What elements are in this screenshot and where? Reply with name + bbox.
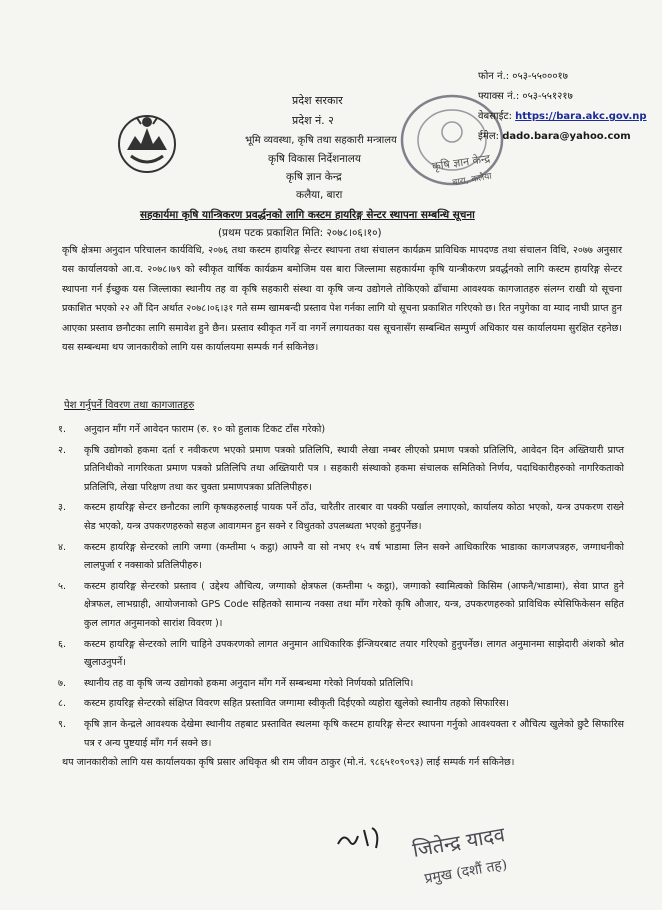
list-item: ३. कस्टम हायरिङ्ग सेन्टर छनौटका लागि कृषकहरुलाई पायक पर्ने ठाँउ, चारैतीर तारबार वा पक्की पर्खाल लगाएको, कार्यालय कोठा भएको, यन्त्र उपकरण राख्ने सेड भएको, यन्त्र उपकरणहरुको सहज आवागमन हुन सक्ने र विधुतको उपलब्धता भएको हुनुपर्नेछ। [58, 502, 624, 532]
closing-paragraph [62, 752, 622, 774]
email-value[interactable]: dado.bara@yahoo.com [502, 131, 631, 142]
notice-paragraph [62, 241, 622, 357]
header-directorate: कृषि विकास निर्देशनालय [268, 153, 361, 165]
signatory-designation: प्रमुख (दशौं तह) [423, 856, 509, 888]
nepal-emblem-logo [115, 110, 179, 176]
contact-phone: फोन नं.: ०५३-५५०००१७ [478, 71, 568, 82]
contact-fax: फ्याक्स नं.: ०५३-५५१२१७ [478, 91, 573, 102]
stamp-ring-text: कृषि ज्ञान केन्द्र [431, 152, 491, 173]
contact-website-row [478, 110, 647, 124]
website-link[interactable]: https://bara.akc.gov.np [515, 111, 647, 122]
email-label: ईमेल: [478, 131, 500, 142]
list-item: ७. स्थानीय तह वा कृषि जन्य उद्योगको हकमा अनुदान माँग गर्ने सम्बन्धमा गरेको निर्णयको प्रतिलिपि। [58, 677, 414, 689]
list-heading: पेश गर्नुपर्ने विवरण तथा कागजातहरु [64, 400, 195, 411]
list-item: ५. कस्टम हायरिङ्ग सेन्टरको प्रस्ताव ( उद्देश्य औचित्य, जग्गाको क्षेत्रफल (कम्तीमा ५ कट्ठा), जग्गाको स्वामित्वको किसिम (आफनै/भाडामा), सेवा प्राप्त हुने क्षेत्रफल, लाभग्राही, आयोजनाको GPS Code सहितको सामान्य नक्सा तथा माँग गरेको कृषि औजार, यन्त्र, उपकरणहरुको प्राविधिक स्पेसिफिकेसन सहित कुल लागत अनुमानको सारांश विवरण )। [58, 580, 624, 629]
signature-scribble [336, 822, 386, 852]
list-item: २. कृषि उद्योगको हकमा दर्ता र नवीकरण भएको प्रमाण पत्रको प्रतिलिपि, स्थायी लेखा नम्बर लीएको प्रमाण पत्रको प्रतिलिपि, आवेदन दिन अख्तियारी प्राप्त प्रतिनिधीको नागरिकता प्रमाण पत्रको प्रतिलिपि तथा अख्तियारी पत्र । सहकारी संस्थाको हकमा संचालक समितिको निर्णय, पदाधिकारीहरुको नागरिकताको प्रतिलिपि, लेखा परिक्षण तथा कर चुक्ता प्रमाणपत्रका प्रतिलिपीहरु। [58, 444, 624, 493]
header-province-government: प्रदेश सरकार [292, 94, 343, 107]
list-item: ९. कृषि ज्ञान केन्द्रले आवश्यक देखेमा स्थानीय तहबाट प्रस्तावित स्थलमा कृषि कस्टम हायरिङ्ग सेन्टर स्थापना गर्नुको आवश्यक्ता र औचित्य खुलेको छुटै सिफारिस पत्र र अन्य पुष्टयाई माँग गर्न सक्ने छ। [58, 718, 624, 749]
closing-paragraph-text: थप जानकारीको लागि यस कार्यालयका कृषि प्रसार अधिकृत श्री राम जीवन ठाकुर (मो.नं. ९८६५१०९०९३) लाई सम्पर्क गर्न सकिनेछ। [62, 757, 515, 768]
header-office: कृषि ज्ञान केन्द्र [286, 171, 342, 183]
contact-email-row [478, 130, 631, 144]
header-location: कलैया, बारा [296, 189, 343, 201]
list-item: १. अनुदान माँग गर्ने आवेदन फाराम (रु. १० को हुलाक टिकट टाँस गरेको) [58, 424, 326, 435]
notice-title: सहकार्यमा कृषि यान्त्रिकरण प्रवर्द्धनको लागि कस्टम हायरिङ्ग सेन्टर स्थापना सम्बन्धि सूचना [140, 209, 475, 221]
header-ministry: भूमि व्यवस्था, कृषि तथा सहकारी मन्त्रालय [245, 135, 397, 146]
header-province-number: प्रदेश नं. २ [292, 114, 334, 127]
document-list [58, 421, 624, 753]
notice-paragraph-text: कृषि क्षेत्रमा अनुदान परिचालन कार्यविधि, २०७६ तथा कस्टम हायरिङ्ग सेन्टर स्थापना तथा संचालन कार्यक्रम प्राविधिक मापदण्ड तथा संचालन विधि, २०७७ अनुसार यस कार्यालयको आ.व. २०७८।७९ को स्वीकृत वार्षिक कार्यक्रम बमोजिम यस बारा जिल्लामा सहकार्यमा कृषि यान्त्रीकरण प्रवर्द्धनको लागि कस्टम हायरिङ्ग सेन्टर स्थापना गर्न ईच्छुक यस जिल्लाका स्थानीय तह वा कृषि सहकारी संस्था वा कृषि जन्य उद्योगले तोकिएको ढाँचामा आवश्यक कागजातहरु संलग्न राखी यो सूचना प्रकाशित भएको २२ औं दिन अर्थात २०७८।०६।३१ गते सम्म खामबन्दी प्रस्ताव पेश गर्नका लागि यो सूचना प्रकाशित गरिएको छ। रित नपुगेका वा म्याद नाघी प्राप्त हुन आएका प्रस्ताव छनौटका लागि समावेश हुने छैन। प्रस्ताव स्वीकृत गर्ने वा नगर्ने लगायतका यस सूचनासँग सम्बन्धित सम्पुर्ण अधिकार यस कार्यालयमा सुरक्षित रहनेछ। यस सम्बन्धमा थप जानकारीको लागि यस कार्यालयमा सम्पर्क गर्न सकिनेछ। [62, 245, 622, 354]
signatory-name: जितेन्द्र यादव [410, 822, 507, 862]
list-item: ६. कस्टम हायरिङ्ग सेन्टरको लागि चाहिने उपकरणको लागत अनुमान आधिकारिक ईन्जियरबाट तयार गरिएको हुनुपर्नेछ। लागत अनुमानमा साझेदारी अंशको श्रोत खुलाउनुपर्ने। [58, 638, 624, 669]
website-label: वेबसाईट: [478, 111, 512, 122]
notice-subtitle: (प्रथम पटक प्रकाशित मिति: २०७८।०६।१०) [218, 227, 382, 239]
list-item: ४. कस्टम हायरिङ्ग सेन्टरको लागि जग्गा (कम्तीमा ५ कट्ठा) आफ्नै वा सो नभए १५ वर्ष भाडामा लिन सक्ने आधिकारिक भाडाका कागजपत्रहरु, जग्गाधनीको लालपुर्जा र नक्साको प्रतिलिपीहरु। [58, 541, 624, 572]
stamp-place: बारा, कलैया [451, 171, 493, 189]
list-item: ८. कस्टम हायरिङ्ग सेन्टरको संक्षिप्त विवरण सहित प्रस्तावित जग्गामा स्वीकृती दिईएको व्यहोरा खुलेको स्थानीय तहको सिफारिस। [58, 698, 509, 710]
